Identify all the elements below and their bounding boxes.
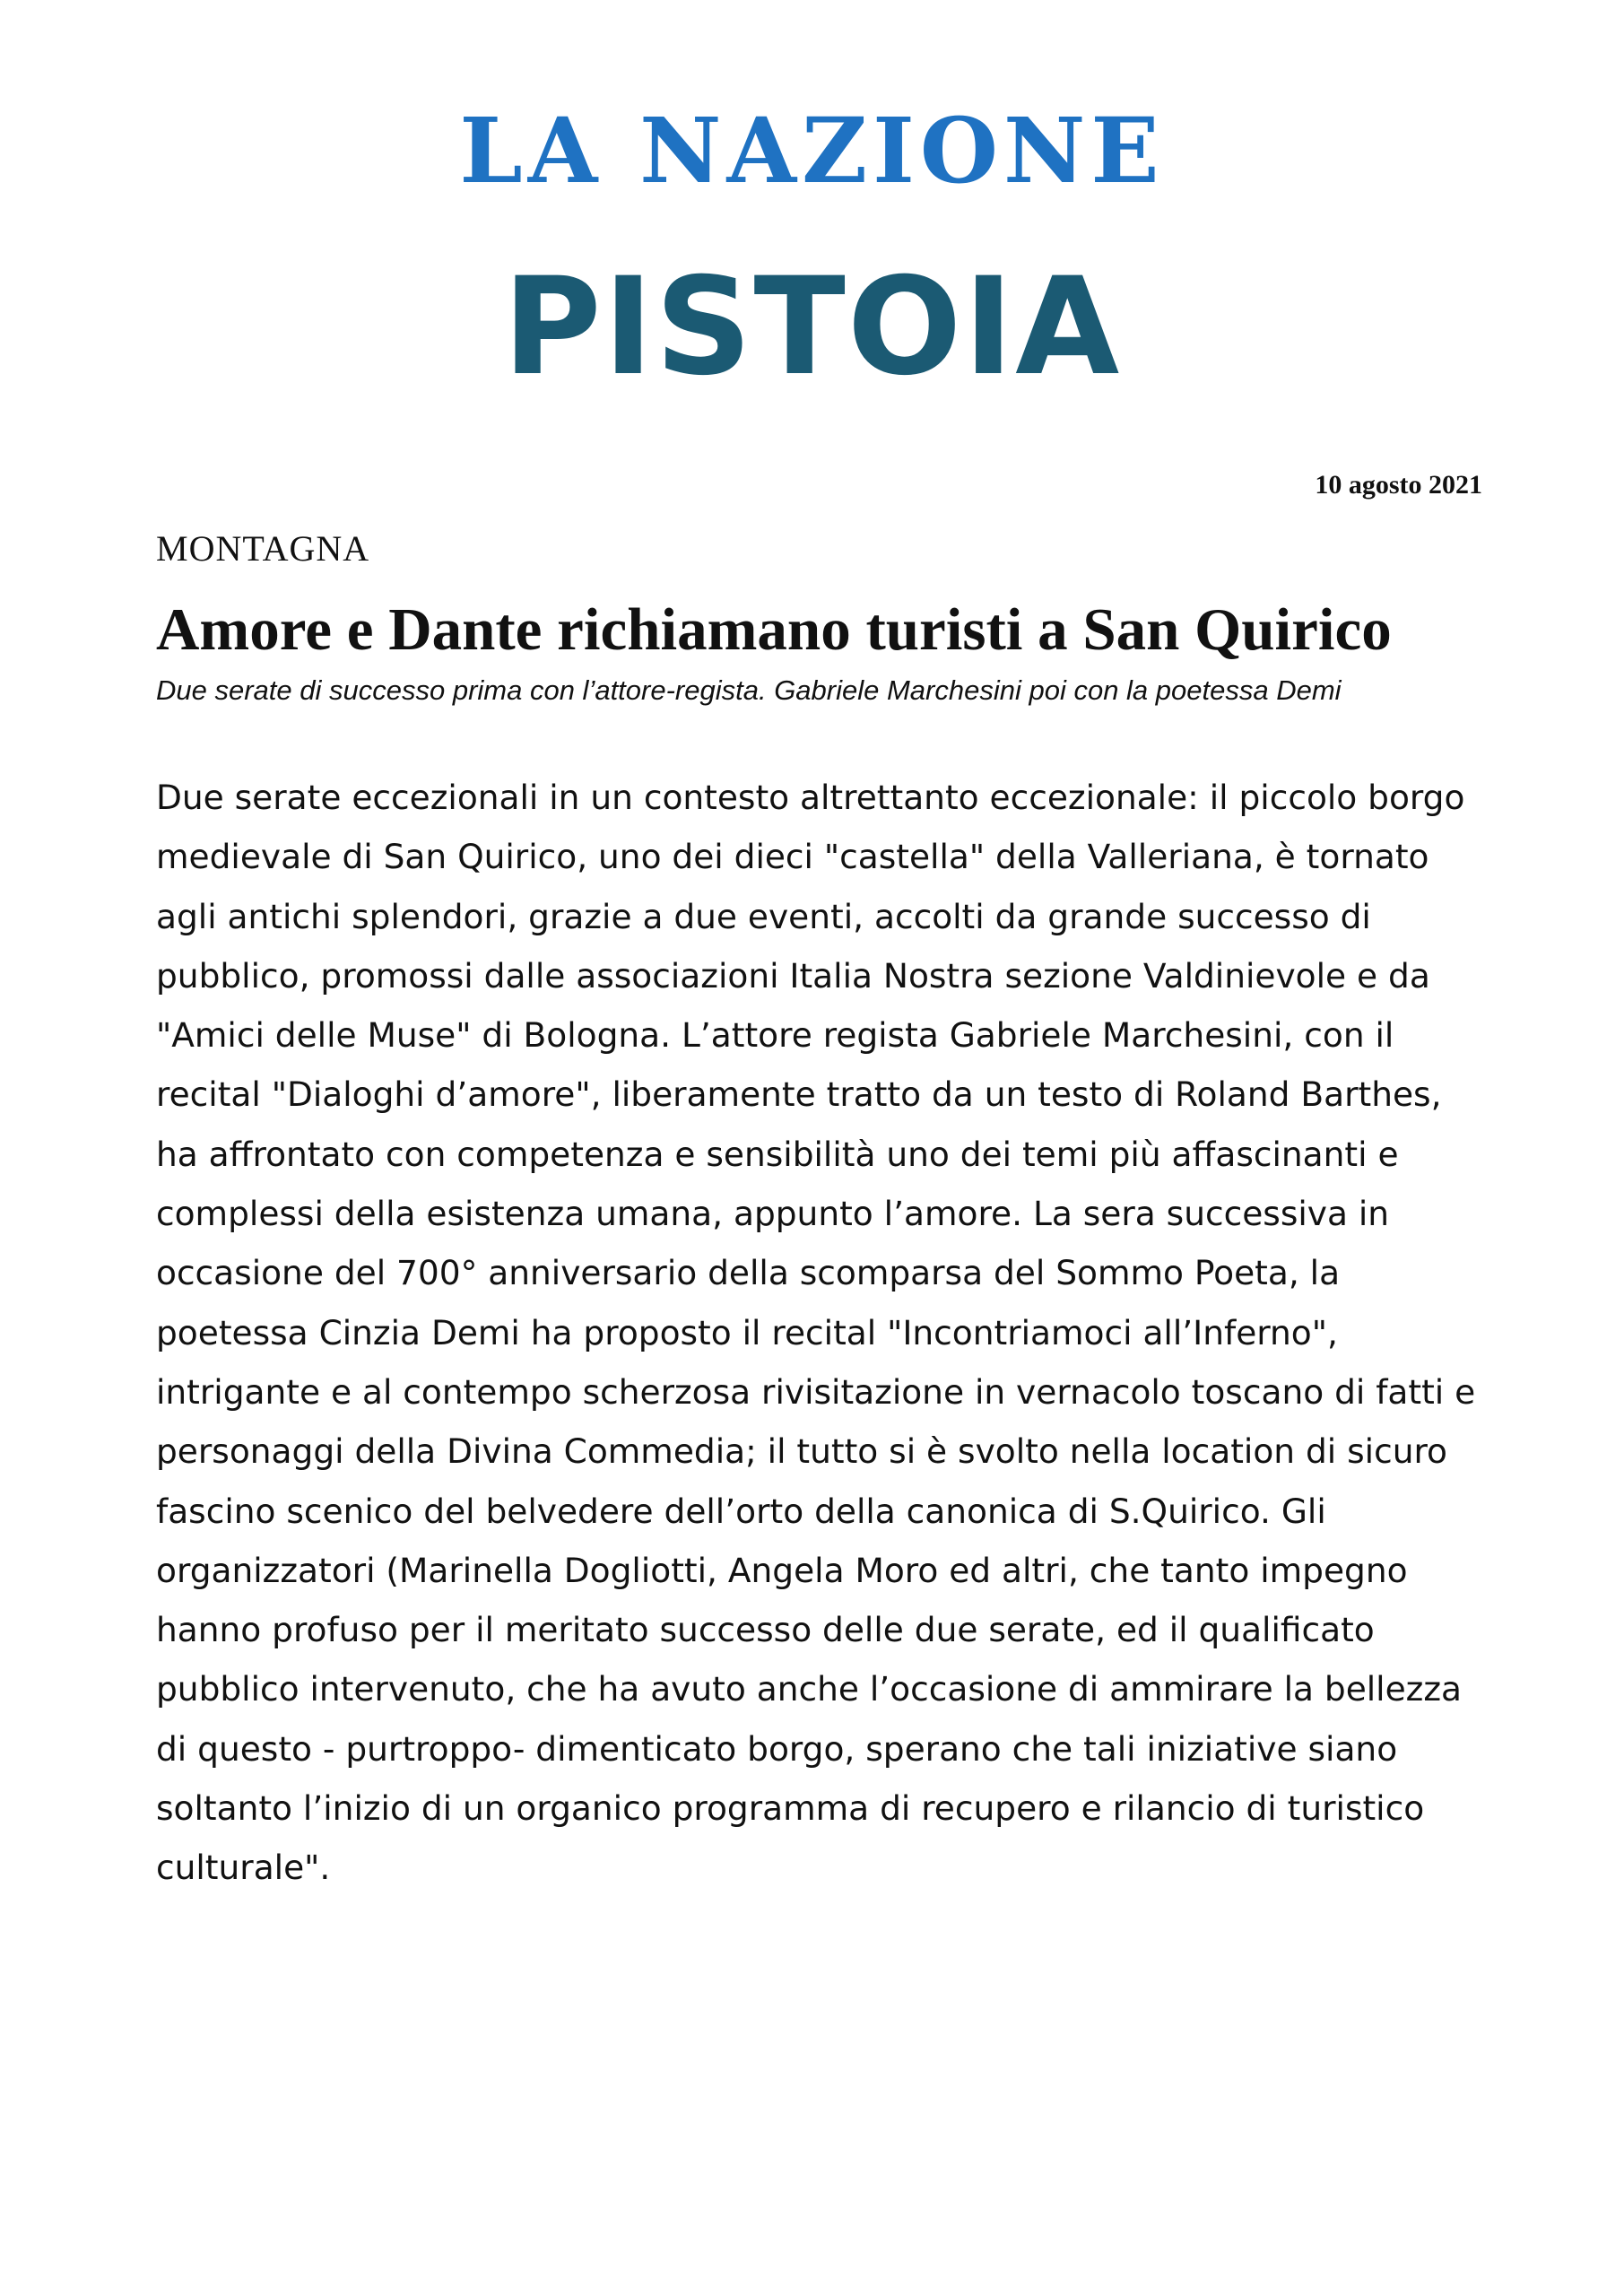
body-line: pubblico intervenuto, che ha avuto anche l’occasione di ammirare la bellezza xyxy=(156,1669,1463,1709)
article-headline: Amore e Dante richiamano turisti a San Quirico xyxy=(156,596,1392,663)
body-line: soltanto l’inizio di un organico programma di recupero e rilancio di turistico xyxy=(156,1788,1425,1829)
body-line: ha affrontato con competenza e sensibilità uno dei temi più affascinanti e xyxy=(156,1134,1399,1174)
masthead-title: LA NAZIONE xyxy=(459,98,1165,204)
section-label: MONTAGNA xyxy=(156,528,370,569)
body-line: personaggi della Divina Commedia; il tutto si è svolto nella location di sicuro xyxy=(156,1431,1447,1472)
body-line: complessi della esistenza umana, appunto l’amore. La sera successiva in xyxy=(156,1194,1390,1234)
body-line: hanno profuso per il meritato successo delle due serate, ed il qualificato xyxy=(156,1610,1375,1650)
body-line: poetessa Cinzia Demi ha proposto il recital "Incontriamoci all’Inferno", xyxy=(156,1312,1338,1352)
body-line: fascino scenico del belvedere dell’orto della canonica di S.Quirico. Gli xyxy=(156,1491,1326,1531)
body-line: medievale di San Quirico, uno dei dieci "castella" della Valleriana, è tornato xyxy=(156,837,1429,877)
body-line: recital "Dialoghi d’amore", liberamente tratto da un testo di Roland Barthes, xyxy=(156,1074,1442,1115)
body-line: pubblico, promossi dalle associazioni Italia Nostra sezione Valdinievole e da xyxy=(156,955,1430,996)
article-body xyxy=(156,768,1519,1898)
article-subtitle: Due serate di successo prima con l’attore-regista. Gabriele Marchesini poi con la poetessa Demi xyxy=(156,674,1342,706)
body-line: organizzatori (Marinella Dogliotti, Angela Moro ed altri, che tanto impegno xyxy=(156,1550,1408,1590)
masthead-edition: PISTOIA xyxy=(502,249,1122,405)
body-line: culturale". xyxy=(156,1848,331,1888)
body-line: "Amici delle Muse" di Bologna. L’attore regista Gabriele Marchesini, con il xyxy=(156,1015,1394,1056)
body-line: Due serate eccezionali in un contesto altrettanto eccezionale: il piccolo borgo xyxy=(156,778,1465,817)
body-line: intrigante e al contempo scherzosa rivisitazione in vernacolo toscano di fatti e xyxy=(156,1371,1476,1412)
body-line: di questo - purtroppo- dimenticato borgo, sperano che tali iniziative siano xyxy=(156,1728,1398,1769)
publication-date: 10 agosto 2021 xyxy=(1315,470,1482,500)
body-line: agli antichi splendori, grazie a due eventi, accolti da grande successo di xyxy=(156,896,1371,936)
body-line: occasione del 700° anniversario della scomparsa del Sommo Poeta, la xyxy=(156,1253,1341,1293)
